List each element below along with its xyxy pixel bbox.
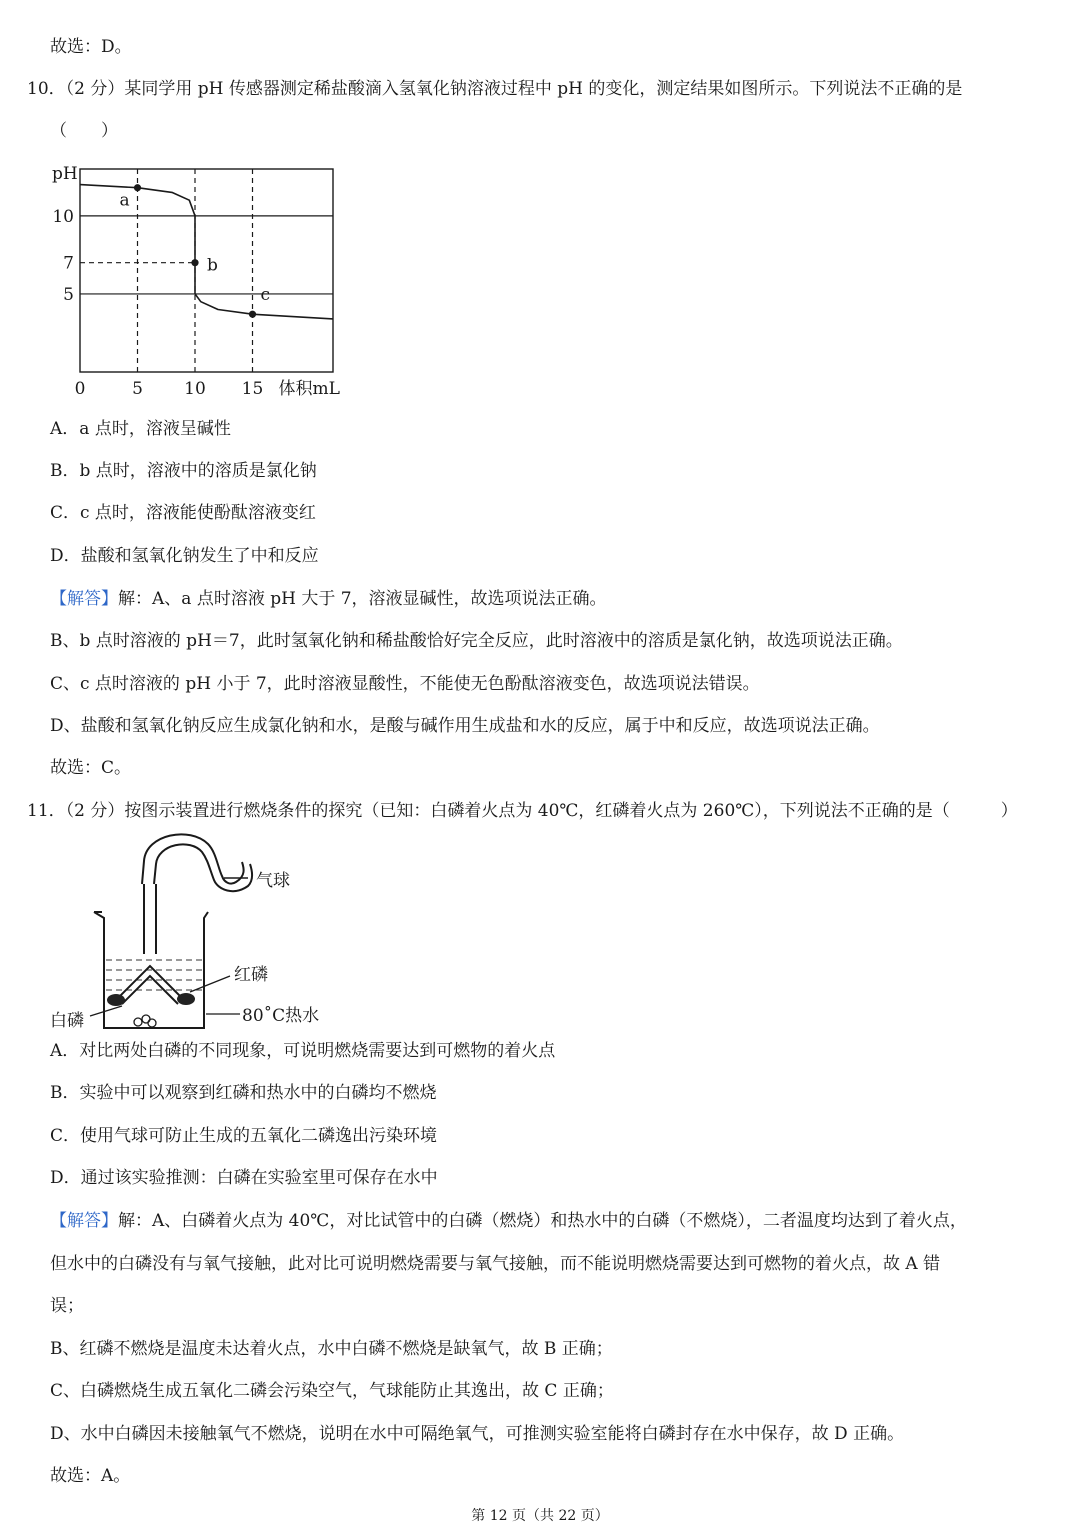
page-footer: 第 12 页（共 22 页） [471, 1508, 609, 1524]
y-axis-label: pH [52, 164, 78, 184]
x-axis-label: 体积mL [278, 379, 340, 399]
ph-chart [40, 155, 400, 405]
q11-option-a: A．对比两处白磷的不同现象，可说明燃烧需要达到可燃物的着火点 [50, 1041, 556, 1061]
point-label-c: c [260, 285, 271, 306]
ph-curve [80, 185, 333, 319]
x-tick-label-0: 0 [74, 379, 86, 399]
q11-answer-line-5: C、白磷燃烧生成五氧化二磷会污染空气，气球能防止其逸出，故 C 正确； [50, 1381, 614, 1401]
q10-answer-text-1: 解：A、a 点时溶液 pH 大于 7，溶液显碱性，故选项说法正确。 [118, 589, 607, 609]
label-hot-water: 80˚C热水 [242, 1006, 320, 1026]
q11-choose: 故选：A。 [50, 1466, 131, 1486]
q10-option-d: D．盐酸和氢氧化钠发生了中和反应 [50, 546, 319, 566]
q10-stem: 10．（2 分）某同学用 pH 传感器测定稀盐酸滴入氢氧化钠溶液过程中 pH 的变化，测定结果如图所示。下列说法不正确的是 [27, 79, 963, 99]
x-tick-label-10: 10 [184, 379, 206, 399]
q11-option-d: D．通过该实验推测：白磷在实验室里可保存在水中 [50, 1168, 438, 1188]
x-tick-label-5: 5 [132, 379, 143, 399]
q10-answer-line-3: C、c 点时溶液的 pH 小于 7，此时溶液显酸性，不能使无色酚酞溶液变色，故选项说法错误。 [50, 674, 760, 694]
point-a [134, 184, 141, 191]
label-red-phosphorus: 红磷 [234, 965, 268, 985]
y-tick-label-7: 7 [63, 253, 74, 274]
label-white-phosphorus: 白磷 [50, 1011, 84, 1031]
q11-answer-line-3: 误； [50, 1296, 84, 1316]
balloon-tube-inner [154, 844, 252, 891]
point-label-b: b [207, 255, 218, 276]
combustion-apparatus-diagram [40, 826, 340, 1036]
q11-stem: 11．（2 分）按图示装置进行燃烧条件的探究（已知：白磷着火点为 40℃，红磷着火点为 260℃），下列说法不正确的是（ ） [27, 801, 1018, 821]
q10-option-c: C．c 点时，溶液能使酚酞溶液变红 [50, 503, 316, 523]
point-label-a: a [119, 190, 130, 211]
q11-option-c: C．使用气球可防止生成的五氧化二磷逸出污染环境 [50, 1126, 438, 1146]
label-balloon: 气球 [256, 871, 290, 891]
water-lines [106, 960, 202, 990]
q10-answer-line-2: B、b 点时溶液的 pH＝7，此时氢氧化钠和稀盐酸恰好完全反应，此时溶液中的溶质是氯化钠，故选项说法正确。 [50, 631, 903, 651]
q11-answer-text-1: 解：A、白磷着火点为 40℃，对比试管中的白磷（燃烧）和热水中的白磷（不燃烧），二者温度均达到了着火点， [118, 1211, 967, 1231]
y-tick-label-5: 5 [63, 284, 74, 305]
q9-choose: 故选：D。 [50, 37, 132, 57]
q10-choose: 故选：C。 [50, 758, 132, 778]
q10-answer-tag: 【解答】 [50, 589, 118, 609]
q11-answer-line-1 [50, 1209, 967, 1233]
q10-answer-line-1 [50, 587, 607, 611]
y-tick-label-10: 10 [52, 206, 74, 227]
point-b [191, 259, 198, 266]
q11-answer-line-6: D、水中白磷因未接触氧气不燃烧，说明在水中可隔绝氧气，可推测实验室能将白磷封存在水中保存，故 D 正确。 [50, 1424, 905, 1444]
white-phosphorus-in-water [134, 1018, 142, 1026]
q10-option-a: A．a 点时，溶液呈碱性 [50, 419, 231, 439]
q11-option-b: B．实验中可以观察到红磷和热水中的白磷均不燃烧 [50, 1083, 437, 1103]
red-phosphorus [177, 993, 195, 1005]
q11-answer-line-2: 但水中的白磷没有与氧气接触，此对比可说明燃烧需要与氧气接触，而不能说明燃烧需要达到可燃物的着火点，故 A 错 [50, 1254, 941, 1274]
q11-answer-line-4: B、红磷不燃烧是温度未达着火点，水中白磷不燃烧是缺氧气，故 B 正确； [50, 1339, 613, 1359]
q10-paren: （ ） [50, 121, 118, 141]
q10-option-b: B．b 点时，溶液中的溶质是氯化钠 [50, 461, 317, 481]
q11-answer-tag: 【解答】 [50, 1211, 118, 1231]
x-tick-label-15: 15 [241, 379, 264, 399]
point-c [249, 311, 256, 318]
white-phosphorus-in-tube [107, 994, 125, 1006]
q10-answer-line-4: D、盐酸和氢氧化钠反应生成氯化钠和水，是酸与碱作用生成盐和水的反应，属于中和反应，故选项说法正确。 [50, 716, 880, 736]
